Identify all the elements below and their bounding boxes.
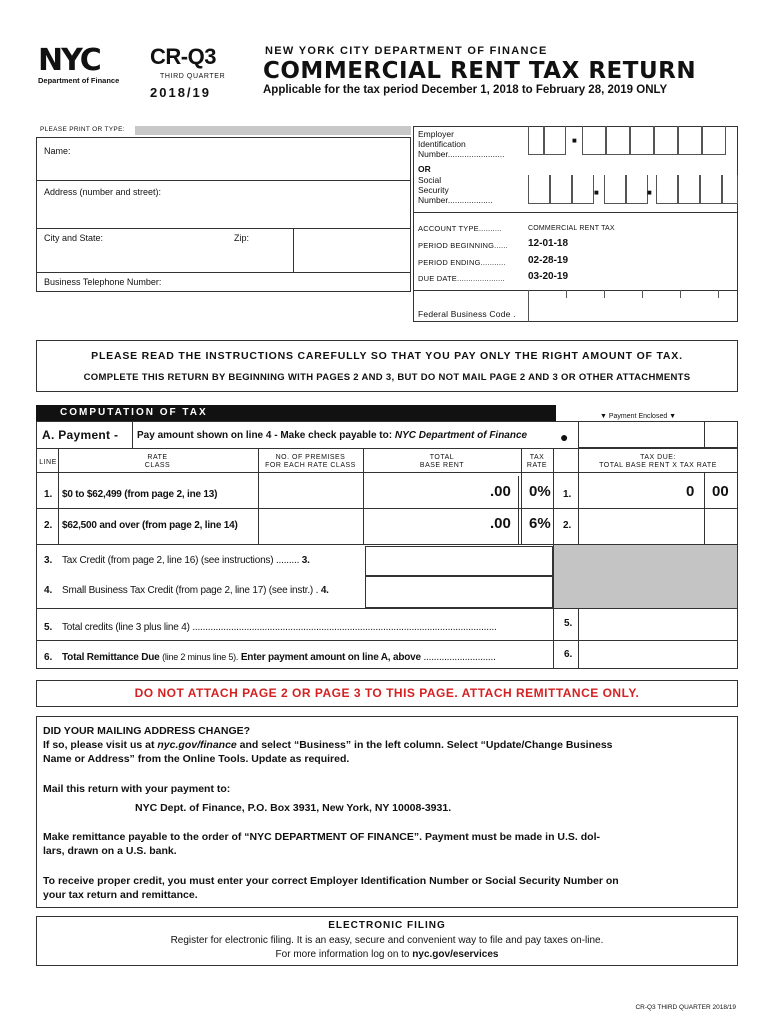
col-total-base-rent-header: TOTAL BASE RENT (419, 454, 465, 469)
line-5-ref: 5. (564, 618, 573, 629)
instructions-line-1: PLEASE READ THE INSTRUCTIONS CAREFULLY SO THAT YOU PAY ONLY THE RIGHT AMOUNT OF TAX. (91, 350, 683, 362)
line-3-tax-credit-field[interactable] (365, 546, 553, 576)
due-date-value: 03-20-19 (528, 271, 569, 282)
payment-bullet: ● (560, 429, 569, 445)
department-name: NEW YORK CITY DEPARTMENT OF FINANCE (265, 45, 548, 57)
payment-instructions: Pay amount shown on line 4 - Make check payable to: NYC Department of Finance (137, 430, 528, 441)
line-1-cents: .00 (490, 483, 511, 500)
city-state-field[interactable] (40, 230, 290, 270)
line-2-ref: 2. (563, 520, 572, 531)
payment-label: A. Payment - (42, 428, 119, 442)
finance-link[interactable]: nyc.gov/finance (157, 739, 237, 751)
line-4-number: 4. (44, 585, 53, 596)
line-5-total-credits-field[interactable] (580, 611, 736, 637)
ssn-field[interactable] (528, 175, 738, 208)
divider (36, 228, 411, 229)
electronic-filing-title: ELECTRONIC FILING (328, 920, 446, 931)
divider (36, 272, 411, 273)
divider (518, 476, 519, 508)
divider (518, 508, 519, 544)
city-state-label: City and State: (44, 233, 104, 243)
mail-address: NYC Dept. of Finance, P.O. Box 3931, New York, NY 10008-3931. (135, 802, 452, 814)
form-code: CR-Q3 (150, 44, 216, 69)
line-5-label: Total credits (line 3 plus line 4) ...................................................................................................................... (62, 622, 497, 633)
line-1-label: $0 to $62,499 (from page 2, ine 13) (62, 489, 218, 500)
divider (413, 212, 738, 213)
ein-label: Employer Identification Number........................ (418, 129, 505, 159)
line-4-label: Small Business Tax Credit (from page 2, line 17) (see instr.) . 4. (62, 585, 329, 596)
col-tax-due-header: TAX DUE: TOTAL BASE RENT X TAX RATE (599, 454, 717, 469)
line-2-tax-due-field[interactable] (580, 511, 702, 541)
col-line-header: LINE (39, 459, 57, 466)
phone-label: Business Telephone Number: (44, 277, 162, 287)
period-ending-value: 02-28-19 (528, 255, 569, 266)
col-tax-rate-header: TAX RATE (526, 454, 548, 469)
divider (36, 472, 738, 473)
divider (36, 508, 738, 509)
line-1-rate: 0% (529, 483, 551, 500)
address-label: Address (number and street): (44, 187, 162, 197)
line-2-label: $62,500 and over (from page 2, line 14) (62, 520, 238, 531)
line-1-premises-field[interactable] (260, 476, 360, 508)
line-2-rate: 6% (529, 515, 551, 532)
shaded-area (554, 545, 737, 609)
account-type-label: ACCOUNT TYPE.......... (418, 224, 502, 233)
or-label: OR (418, 164, 431, 174)
footer-form-id: CR-Q3 THIRD QUARTER 2018/19 (635, 1004, 736, 1011)
proper-credit-section: To receive proper credit, you must enter your correct Employer Identification Number or Social Security Number on your tax return and remittance. (43, 875, 619, 901)
line-2-premises-field[interactable] (260, 511, 360, 541)
ssn-label: Social Security Number................... (418, 175, 493, 205)
instructions-line-2: COMPLETE THIS RETURN BY BEGINNING WITH PAGES 2 AND 3, BUT DO NOT MAIL PAGE 2 AND 3 OR OTHER ATTACHMENTS (83, 372, 691, 383)
line-5-number: 5. (44, 622, 53, 633)
col-premises-header: NO. OF PREMISES FOR EACH RATE CLASS (265, 454, 356, 469)
ssn-separator: ■ (594, 188, 599, 197)
mail-label: Mail this return with your payment to: (43, 783, 231, 795)
line-1-base-rent-field[interactable] (365, 476, 493, 508)
ein-separator: ■ (572, 136, 577, 145)
payment-amount-cents[interactable] (704, 421, 738, 448)
name-label: Name: (44, 146, 71, 156)
form-title: COMMERCIAL RENT TAX RETURN (263, 58, 697, 84)
line-1-number: 1. (44, 489, 53, 500)
col-rate-class-header: RATE CLASS (144, 454, 171, 469)
zip-field[interactable] (296, 230, 408, 270)
print-bar (135, 126, 411, 135)
warning-text: DO NOT ATTACH PAGE 2 OR PAGE 3 TO THIS PAGE. ATTACH REMITTANCE ONLY. (134, 686, 640, 700)
remittance-section: Make remittance payable to the order of “NYC DEPARTMENT OF FINANCE”. Payment must be made in U.S. dol- lars, drawn on a U.S. bank. (43, 831, 600, 857)
line-3-label: Tax Credit (from page 2, line 16) (see instructions) ......... 3. (62, 555, 310, 566)
line-4-small-business-credit-field[interactable] (365, 576, 553, 608)
ein-field[interactable] (528, 126, 738, 159)
zip-label: Zip: (234, 233, 250, 243)
print-or-type-label: PLEASE PRINT OR TYPE: (40, 126, 125, 133)
line-1-tax-due-cents: 00 (712, 483, 729, 500)
divider (36, 640, 738, 641)
payment-amount-dollars[interactable] (578, 421, 705, 448)
line-6-label: Total Remittance Due (line 2 minus line 5). Enter payment amount on line A, above ............................ (62, 652, 496, 663)
divider (36, 448, 738, 449)
period-beginning-value: 12-01-18 (528, 238, 569, 249)
divider (36, 608, 738, 609)
nyc-logo: NYC (38, 43, 100, 78)
line-1-tax-due-dollars: 0 (686, 483, 695, 500)
period-beginning-label: PERIOD BEGINNING...... (418, 241, 508, 250)
computation-heading: COMPUTATION OF TAX (36, 405, 556, 421)
tax-year: 2018/19 (150, 85, 211, 100)
federal-business-code-field[interactable] (528, 290, 738, 322)
line-2-number: 2. (44, 520, 53, 531)
phone-field[interactable] (190, 274, 408, 290)
name-field[interactable] (40, 140, 408, 178)
period-ending-label: PERIOD ENDING........... (418, 258, 506, 267)
ssn-separator: ■ (647, 188, 652, 197)
divider (132, 421, 133, 448)
line-6-ref: 6. (564, 649, 573, 660)
due-date-label: DUE DATE..................... (418, 274, 505, 283)
divider (58, 448, 59, 544)
instructions-banner (36, 340, 738, 392)
line-2-cents: .00 (490, 515, 511, 532)
line-3-number: 3. (44, 555, 53, 566)
account-type-value: COMMERCIAL RENT TAX (528, 225, 615, 232)
address-field[interactable] (40, 182, 408, 226)
applicable-period: Applicable for the tax period December 1, 2018 to February 28, 2019 ONLY (263, 84, 668, 96)
federal-business-code-label: Federal Business Code . (418, 309, 516, 319)
eservices-link[interactable]: nyc.gov/eservices (412, 949, 499, 960)
address-change-section: DID YOUR MAILING ADDRESS CHANGE? If so, please visit us at nyc.gov/finance and select “Business” in the left column. Select “Update/Change Business Name or Address” from the Online Tools. Update as required. (43, 725, 613, 765)
line-1-ref: 1. (563, 489, 572, 500)
electronic-filing-line-2: For more information log on to nyc.gov/eservices (275, 949, 499, 960)
divider (293, 228, 294, 273)
quarter-label: THIRD QUARTER (160, 73, 226, 80)
divider (36, 180, 411, 181)
line-6-number: 6. (44, 652, 53, 663)
electronic-filing-line-1: Register for electronic filing. It is an easy, secure and convenient way to file and pay taxes on-line. (170, 935, 604, 946)
line-2-base-rent-field[interactable] (365, 511, 493, 541)
payment-enclosed-label: ▼ Payment Enclosed ▼ (600, 413, 677, 420)
logo-subtitle: Department of Finance (38, 76, 120, 85)
line-6-total-remittance-field[interactable] (580, 643, 736, 667)
